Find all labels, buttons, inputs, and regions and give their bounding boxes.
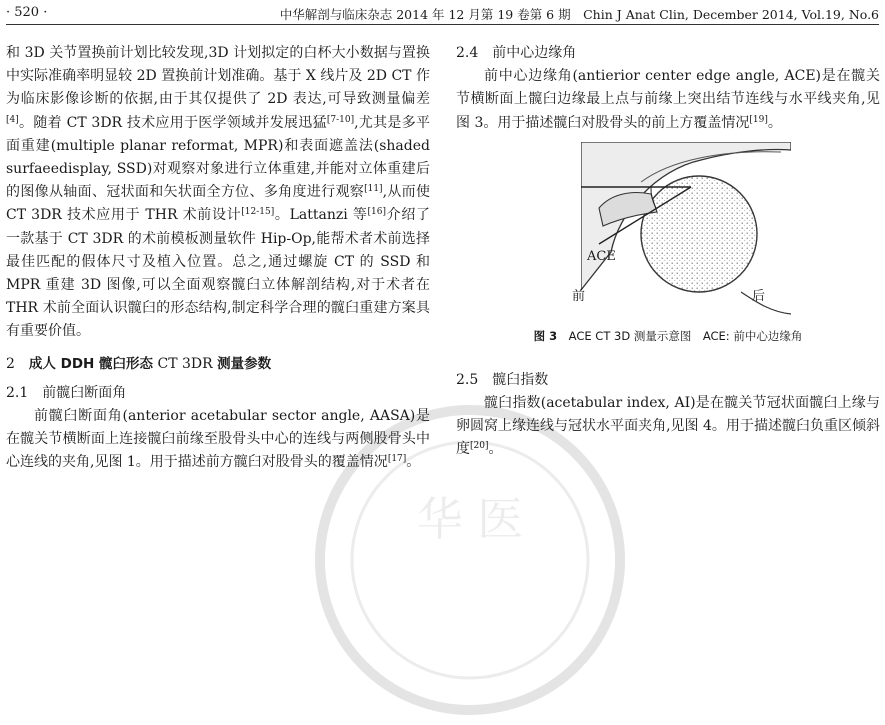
section-2-heading: 2 成人 DDH 髋臼形态 CT 3DR 测量参数 [6,355,272,372]
figure-3 [456,142,880,360]
citation[interactable]: [16] [367,207,386,218]
header-rule [6,24,879,25]
label-back: 后 [752,288,766,304]
label-front: 前 [572,288,586,304]
right-column [456,42,880,462]
left-column [6,42,430,475]
paragraph-aasa: 前髋臼断面角(anterior acetabular sector angle, AASA)是在髋关节横断面上连接髋臼前缘至股骨头中心的连线与两侧股骨头中心连线的夹角,见图 1。用于描述前方髋臼对股骨头的覆盖情况[17]。 [6,408,430,471]
citation[interactable]: [11] [364,184,383,195]
paragraph-ace: 前中心边缘角(antierior center edge angle, ACE)是在髋关节横断面上髋臼边缘最上点与前缘上突出结节连线与水平线夹角,见图 3。用于描述髋臼对股骨头的前上方覆盖情况[19]。 [456,68,880,131]
citation[interactable]: [4] [6,114,19,125]
paragraph-3d-planning: 和 3D 关节置换前计划比较发现,3D 计划拟定的白杯大小数据与置换中实际准确率明显较 2D 置换前计划准确。基于 X 线片及 2D CT 作为临床影像诊断的依据,由于其仅提供了 2D 表达,可导致测量偏差[4]。随着 CT 3DR 技术应用于医学领域并发展迅猛[7-10],尤其是多平面重建(multiple planar reformat, MPR)和表面遮盖法(shaded surfaeedisplay, SSD)对观察对象进行立体重建,并能对立体重建后的图像从轴面、冠状面和矢状面全方位、多角度进行观察[11],从而使 CT 3DR 技术应用于 THR 术前设计[12-15]。Lattanzi 等[16]介绍了一款基于 CT 3DR 的术前模板测量软件 Hip-Op,能帮术者术前选择最佳匹配的假体尺寸及植入位置。总之,通过螺旋 CT 的 SSD 和 MPR 重建 3D 图像,可以全面观察髋臼立体解剖结构,对于术者在 THR 术前全面认识髋臼的形态结构,制定科学合理的髋臼重建方案具有重要价值。 [6,45,430,340]
running-head: 中华解剖与临床杂志 2014 年 12 月第 19 卷第 6 期 Chin J Anat Clin, December 2014, Vol.19, No.6 [279,7,879,22]
citation[interactable]: [12-15] [241,207,275,218]
figure-3-caption: 图 3 ACE CT 3D 测量示意图 ACE: 前中心边缘角 [533,328,803,343]
section-2-1-heading: 2.1 前髋臼断面角 [6,384,127,401]
femoral-neck [741,292,791,314]
section-2-4-heading: 2.4 前中心边缘角 [456,45,577,61]
femoral-head [641,176,757,292]
paragraph-ai: 髋臼指数(acetabular index, AI)是在髋关节冠状面髋臼上缘与卵圆窝上缘连线与冠状水平面夹角,见图 4。用于描述髋臼负重区倾斜度[20]。 [456,395,880,458]
citation[interactable]: [7-10] [326,114,355,125]
citation[interactable]: [17] [387,454,407,465]
page-header [0,0,885,26]
citation[interactable]: [19] [749,114,768,125]
page-number: · 520 · [6,5,48,20]
watermark-text: 华 医 [416,492,524,546]
label-ace: ACE [587,248,616,264]
citation[interactable]: [20] [470,441,489,452]
section-2-5-heading: 2.5 髋臼指数 [456,371,549,388]
